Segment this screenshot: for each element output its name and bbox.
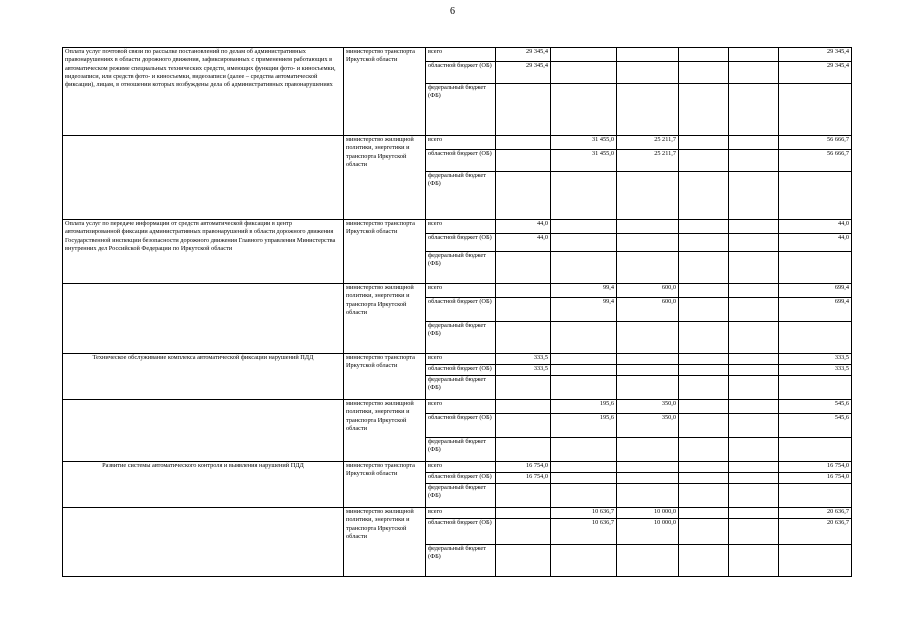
amount-cell: 10 000,0 [617,519,679,545]
amount-cell: 44,0 [779,234,852,252]
amount-cell [729,473,779,484]
amount-cell [729,84,779,136]
amount-cell [496,545,551,577]
amount-cell: 16 754,0 [779,462,852,473]
amount-cell [617,365,679,376]
amount-cell: 16 754,0 [496,462,551,473]
amount-cell: 20 636,7 [779,519,852,545]
amount-cell [551,220,617,234]
amount-cell [679,62,729,84]
amount-cell: 31 455,0 [551,150,617,172]
amount-cell [496,508,551,519]
amount-cell [496,150,551,172]
table-row [63,508,852,519]
funding-source-cell: всего [426,508,496,519]
amount-cell [617,484,679,508]
amount-cell: 195,6 [551,400,617,414]
amount-cell [679,484,729,508]
amount-cell [679,322,729,354]
amount-cell [679,220,729,234]
amount-cell: 31 455,0 [551,136,617,150]
amount-cell: 545,6 [779,414,852,438]
amount-cell [679,252,729,284]
funding-table [62,47,852,577]
amount-cell [729,284,779,298]
amount-cell [496,322,551,354]
funding-source-cell: всего [426,48,496,62]
amount-cell: 195,6 [551,414,617,438]
amount-cell [729,172,779,220]
amount-cell [679,234,729,252]
amount-cell [779,252,852,284]
amount-cell [496,136,551,150]
amount-cell [617,473,679,484]
amount-cell [729,252,779,284]
amount-cell [779,84,852,136]
amount-cell [496,252,551,284]
empty-name-cell [63,136,344,220]
funding-source-cell: всего [426,284,496,298]
table-row [63,48,852,62]
amount-cell [496,376,551,400]
event-name-cell: Техническое обслуживание комплекса автоматической фиксации нарушений ПДД [63,354,344,400]
amount-cell [729,220,779,234]
amount-cell [679,48,729,62]
amount-cell [679,438,729,462]
amount-cell [551,462,617,473]
amount-cell [729,545,779,577]
funding-source-cell: федеральный бюджет (ФБ) [426,438,496,462]
amount-cell: 699,4 [779,298,852,322]
funding-source-cell: федеральный бюджет (ФБ) [426,545,496,577]
amount-cell [729,519,779,545]
amount-cell [496,484,551,508]
amount-cell [496,172,551,220]
amount-cell [551,376,617,400]
amount-cell: 29 345,4 [779,62,852,84]
amount-cell: 350,0 [617,400,679,414]
ministry-cell: министерство транспорта Иркутской области [344,462,426,508]
amount-cell [551,473,617,484]
amount-cell [551,484,617,508]
amount-cell [496,298,551,322]
amount-cell: 44,0 [496,220,551,234]
amount-cell [729,322,779,354]
amount-cell: 699,4 [779,284,852,298]
amount-cell [679,414,729,438]
amount-cell [551,354,617,365]
amount-cell [551,438,617,462]
amount-cell [779,545,852,577]
amount-cell: 333,5 [779,354,852,365]
table-row [63,354,852,365]
amount-cell [551,172,617,220]
amount-cell [496,414,551,438]
amount-cell [729,414,779,438]
funding-source-cell: всего [426,136,496,150]
amount-cell: 44,0 [496,234,551,252]
amount-cell: 10 636,7 [551,508,617,519]
amount-cell: 99,4 [551,284,617,298]
amount-cell [679,400,729,414]
funding-source-cell: областной бюджет (ОБ) [426,234,496,252]
page-number: 6 [450,6,455,17]
empty-name-cell [63,284,344,354]
amount-cell [679,354,729,365]
amount-cell [729,298,779,322]
amount-cell: 99,4 [551,298,617,322]
ministry-cell: министерство жилищной политики, энергетики и транспорта Иркутской области [344,284,426,354]
amount-cell [779,172,852,220]
amount-cell [729,48,779,62]
amount-cell [729,150,779,172]
amount-cell [679,172,729,220]
amount-cell [779,438,852,462]
amount-cell [496,400,551,414]
table-row [63,284,852,298]
amount-cell [729,365,779,376]
amount-cell [617,322,679,354]
empty-name-cell [63,400,344,462]
amount-cell [679,365,729,376]
amount-cell [729,354,779,365]
ministry-cell: министерство жилищной политики, энергетики и транспорта Иркутской области [344,508,426,577]
amount-cell: 10 636,7 [551,519,617,545]
amount-cell [729,484,779,508]
amount-cell [551,234,617,252]
funding-source-cell: областной бюджет (ОБ) [426,365,496,376]
amount-cell [679,508,729,519]
amount-cell [679,298,729,322]
amount-cell [729,400,779,414]
amount-cell: 545,6 [779,400,852,414]
amount-cell [679,150,729,172]
amount-cell [551,252,617,284]
amount-cell [729,62,779,84]
amount-cell [679,284,729,298]
funding-source-cell: областной бюджет (ОБ) [426,414,496,438]
amount-cell: 10 000,0 [617,508,679,519]
funding-source-cell: федеральный бюджет (ФБ) [426,322,496,354]
amount-cell [729,462,779,473]
funding-source-cell: федеральный бюджет (ФБ) [426,172,496,220]
amount-cell [617,172,679,220]
funding-source-cell: областной бюджет (ОБ) [426,519,496,545]
amount-cell [617,376,679,400]
amount-cell: 16 754,0 [496,473,551,484]
amount-cell [551,365,617,376]
amount-cell [496,284,551,298]
funding-source-cell: федеральный бюджет (ФБ) [426,376,496,400]
funding-source-cell: всего [426,462,496,473]
event-name-cell: Оплата услуг почтовой связи по рассылке постановлений по делам об административных правонарушениях в области дорожного движения, зафиксированных с применением работающих в автоматическом режиме специальных технических средств, имеющих функции фото- и киносъемки, видеозаписи, или средств фото- и киносъемки, видеозаписи (далее – средства автоматической фиксации), лицам, в отношении которых возбуждены дела об административных правонарушениях [63,48,344,136]
amount-cell: 333,5 [779,365,852,376]
amount-cell [679,473,729,484]
amount-cell [496,438,551,462]
funding-source-cell: областной бюджет (ОБ) [426,473,496,484]
funding-source-cell: всего [426,354,496,365]
amount-cell [779,376,852,400]
amount-cell [679,462,729,473]
table-row [63,220,852,234]
amount-cell [617,438,679,462]
event-name-cell: Оплата услуг по передаче информации от средств автоматической фиксации в центр автоматизированной фиксации административных правонарушений в области дорожного движения Государственной инспекции безопасности дорожного движения Главного управления Министерства внутренних дел Российской Федерации по Иркутской области [63,220,344,284]
amount-cell [617,252,679,284]
amount-cell [551,84,617,136]
amount-cell [551,48,617,62]
amount-cell [729,234,779,252]
amount-cell [617,84,679,136]
amount-cell [551,62,617,84]
funding-source-cell: областной бюджет (ОБ) [426,62,496,84]
funding-source-cell: федеральный бюджет (ФБ) [426,252,496,284]
amount-cell: 333,5 [496,354,551,365]
funding-source-cell: всего [426,400,496,414]
amount-cell [496,519,551,545]
amount-cell [551,322,617,354]
amount-cell [617,62,679,84]
amount-cell: 333,5 [496,365,551,376]
funding-source-cell: федеральный бюджет (ФБ) [426,84,496,136]
ministry-cell: министерство транспорта Иркутской области [344,354,426,400]
amount-cell: 600,0 [617,298,679,322]
amount-cell [617,462,679,473]
amount-cell: 56 666,7 [779,136,852,150]
table-row [63,136,852,150]
amount-cell [617,220,679,234]
ministry-cell: министерство транспорта Иркутской области [344,220,426,284]
amount-cell: 56 666,7 [779,150,852,172]
empty-name-cell [63,508,344,577]
event-name-cell: Развитие системы автоматического контроля и выявления нарушений ПДД [63,462,344,508]
amount-cell [551,545,617,577]
amount-cell: 16 754,0 [779,473,852,484]
ministry-cell: министерство жилищной политики, энергетики и транспорта Иркутской области [344,400,426,462]
amount-cell [729,136,779,150]
ministry-cell: министерство транспорта Иркутской области [344,48,426,136]
amount-cell: 29 345,4 [496,48,551,62]
amount-cell [496,84,551,136]
funding-source-cell: областной бюджет (ОБ) [426,150,496,172]
funding-source-cell: областной бюджет (ОБ) [426,298,496,322]
amount-cell [779,484,852,508]
amount-cell: 29 345,4 [779,48,852,62]
amount-cell: 25 211,7 [617,136,679,150]
amount-cell: 29 345,4 [496,62,551,84]
amount-cell [617,545,679,577]
amount-cell [679,545,729,577]
amount-cell: 44,0 [779,220,852,234]
amount-cell [617,48,679,62]
amount-cell [679,84,729,136]
amount-cell: 20 636,7 [779,508,852,519]
table-row [63,462,852,473]
amount-cell [729,376,779,400]
table-row [63,400,852,414]
funding-source-cell: федеральный бюджет (ФБ) [426,484,496,508]
funding-source-cell: всего [426,220,496,234]
amount-cell [679,376,729,400]
amount-cell [617,234,679,252]
amount-cell [679,519,729,545]
amount-cell [729,438,779,462]
amount-cell [779,322,852,354]
amount-cell: 25 211,7 [617,150,679,172]
amount-cell: 350,0 [617,414,679,438]
ministry-cell: министерство жилищной политики, энергетики и транспорта Иркутской области [344,136,426,220]
amount-cell: 600,0 [617,284,679,298]
amount-cell [729,508,779,519]
amount-cell [679,136,729,150]
amount-cell [617,354,679,365]
